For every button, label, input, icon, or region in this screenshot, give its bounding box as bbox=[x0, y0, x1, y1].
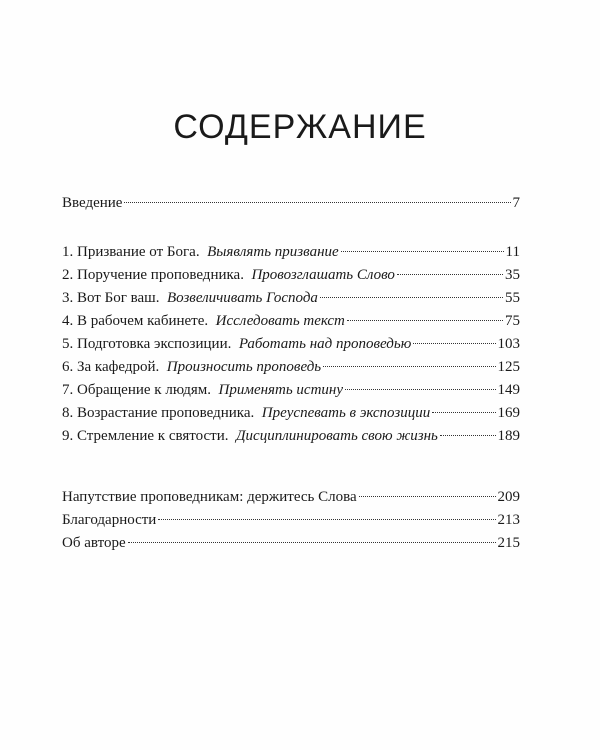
toc-entry[interactable] bbox=[62, 310, 520, 333]
toc-entry-label: Благодарности bbox=[62, 512, 157, 528]
toc-entry[interactable] bbox=[62, 402, 520, 425]
chapter-subtitle: Провозглашать Слово bbox=[251, 267, 395, 283]
chapter-subtitle: Выявлять призвание bbox=[207, 244, 339, 260]
toc-entry[interactable] bbox=[62, 379, 520, 402]
toc-entry-page: 35 bbox=[505, 267, 520, 283]
toc-entry[interactable] bbox=[62, 356, 520, 379]
toc-back-matter bbox=[62, 486, 520, 555]
toc-entry-page: 213 bbox=[497, 512, 520, 528]
dot-leader bbox=[345, 389, 495, 390]
toc-entry-page: 11 bbox=[505, 244, 520, 260]
chapter-subtitle: Преуспевать в экспозиции bbox=[261, 405, 431, 421]
toc-entry[interactable] bbox=[62, 192, 520, 215]
dot-leader bbox=[397, 274, 503, 275]
toc-entry-label bbox=[62, 264, 395, 287]
dot-leader bbox=[158, 519, 495, 520]
chapter-subtitle: Дисциплинировать свою жизнь bbox=[236, 428, 438, 444]
dot-leader bbox=[124, 202, 510, 203]
toc-entry-label bbox=[62, 333, 411, 356]
chapter-title: 7. Обращение к людям. bbox=[62, 382, 212, 398]
chapter-subtitle: Исследовать текст bbox=[215, 313, 345, 329]
toc-entry-label bbox=[62, 310, 345, 333]
toc-entry-label bbox=[62, 425, 438, 448]
dot-leader bbox=[432, 412, 495, 413]
toc-entry-label: Об авторе bbox=[62, 535, 126, 551]
toc-entry[interactable] bbox=[62, 425, 520, 448]
chapter-title: 2. Поручение проповедника. bbox=[62, 267, 244, 283]
toc-entry-page: 7 bbox=[512, 195, 520, 211]
chapter-title: 6. За кафедрой. bbox=[62, 359, 160, 375]
toc-entry-label bbox=[62, 356, 321, 379]
dot-leader bbox=[323, 366, 495, 367]
chapter-title: 1. Призвание от Бога. bbox=[62, 244, 200, 260]
dot-leader bbox=[341, 251, 504, 252]
toc-entry-page: 75 bbox=[505, 313, 520, 329]
toc-entry-page: 215 bbox=[497, 535, 520, 551]
chapter-title: 4. В рабочем кабинете. bbox=[62, 313, 209, 329]
toc-entry[interactable] bbox=[62, 241, 520, 264]
dot-leader bbox=[413, 343, 495, 344]
toc-entry-page: 209 bbox=[497, 489, 520, 505]
toc-entry-label: Напутствие проповедникам: держитесь Слова bbox=[62, 489, 357, 505]
chapter-subtitle: Произносить проповедь bbox=[166, 359, 322, 375]
chapter-subtitle: Возвеличивать Господа bbox=[166, 290, 318, 306]
toc-entry-label bbox=[62, 379, 343, 402]
dot-leader bbox=[347, 320, 503, 321]
toc-entry-page: 55 bbox=[505, 290, 520, 306]
dot-leader bbox=[128, 542, 496, 543]
chapter-title: 3. Вот Бог ваш. bbox=[62, 290, 160, 306]
toc-entry-label bbox=[62, 287, 318, 310]
dot-leader bbox=[440, 435, 496, 436]
toc-entry-page: 169 bbox=[497, 405, 520, 421]
chapter-title: 9. Стремление к святости. bbox=[62, 428, 229, 444]
dot-leader bbox=[320, 297, 503, 298]
toc-entry[interactable] bbox=[62, 486, 520, 509]
toc-entry[interactable] bbox=[62, 287, 520, 310]
chapter-title: 5. Подготовка экспозиции. bbox=[62, 336, 232, 352]
page-title: СОДЕРЖАНИЕ bbox=[173, 108, 427, 146]
toc-entry-page: 189 bbox=[497, 428, 520, 444]
chapter-subtitle: Работать над проповедью bbox=[238, 336, 412, 352]
toc-entry[interactable] bbox=[62, 509, 520, 532]
toc-entry[interactable] bbox=[62, 333, 520, 356]
chapter-subtitle: Применять истину bbox=[218, 382, 344, 398]
toc-chapters bbox=[62, 241, 520, 448]
chapter-title: 8. Возрастание проповедника. bbox=[62, 405, 255, 421]
toc-intro bbox=[62, 192, 520, 215]
toc-entry-label: Введение bbox=[62, 195, 123, 211]
toc-entry[interactable] bbox=[62, 532, 520, 555]
toc-entry-page: 125 bbox=[497, 359, 520, 375]
dot-leader bbox=[359, 496, 496, 497]
toc-entry-label bbox=[62, 241, 339, 264]
toc-entry-page: 149 bbox=[497, 382, 520, 398]
toc-entry-label bbox=[62, 402, 430, 425]
toc-entry-page: 103 bbox=[497, 336, 520, 352]
toc-entry[interactable] bbox=[62, 264, 520, 287]
